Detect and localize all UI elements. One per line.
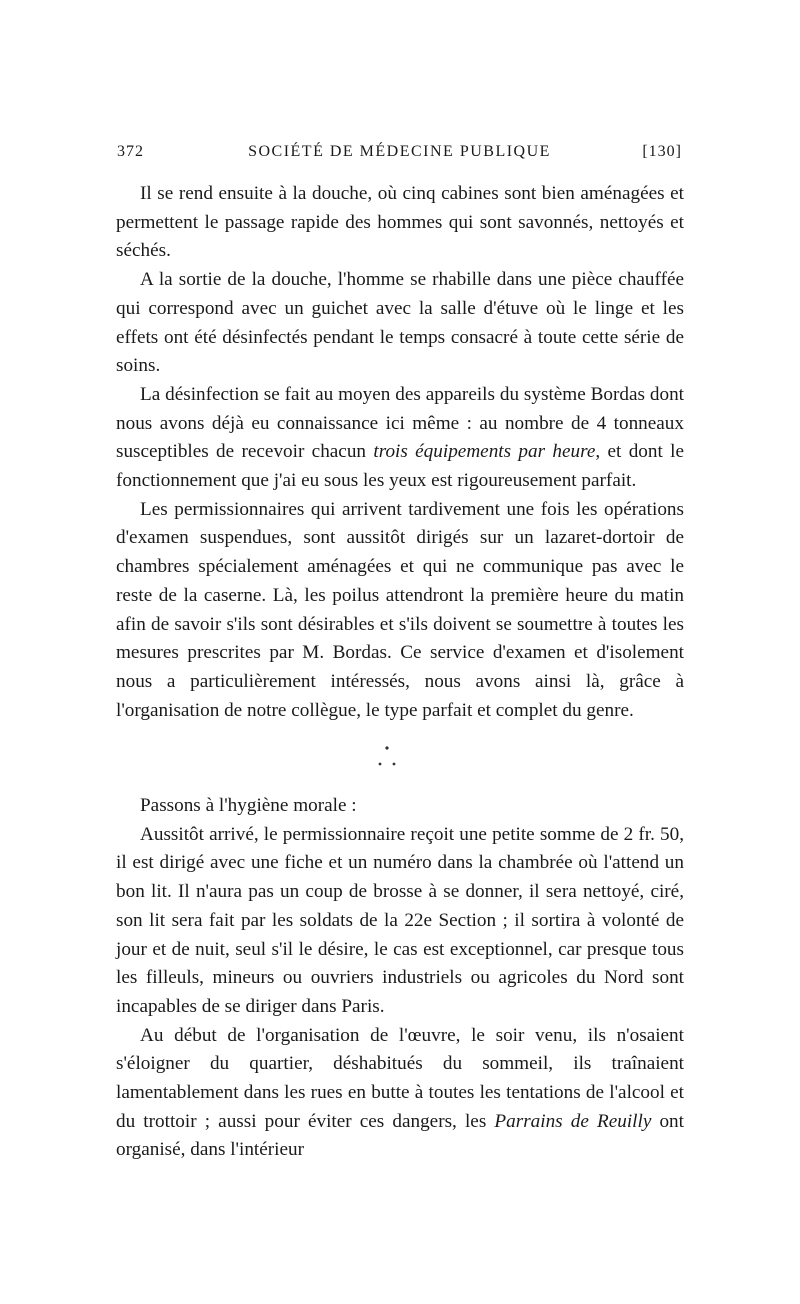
- paragraph-permissionnaires: Les permissionnaires qui arrivent tardivement une fois les opérations d'examen suspendues, sont aussitôt dirigés sur un lazaret-dortoir de chambres spécialement aménagées et qui ne communique pas avec le reste de la caserne. Là, les poilus attendront la première heure du matin afin de savoir s'ils sont désirables et s'ils doivent se soumettre à toutes les mesures prescrites par M. Bordas. Ce service d'examen et d'isolement nous a particulièrement intéressés, nous avons ainsi là, grâce à l'organisation de notre collègue, le type parfait et complet du genre.: [116, 498, 684, 721]
- paragraph-hygiene-morale: Passons à l'hygiène morale :: [140, 795, 357, 816]
- running-title: SOCIÉTÉ DE MÉDECINE PUBLIQUE: [248, 143, 551, 160]
- section-one: [116, 180, 684, 725]
- section-two: [116, 792, 684, 1165]
- paragraph-desinfection: La désinfection se fait au moyen des appareils du système Bordas dont nous avons déjà eu connaissance ici même : au nombre de 4 tonneaux susceptibles de recevoir chacun trois équipements par heure, et dont le fonctionnement que j'ai eu sous les yeux est rigoureusement parfait.: [116, 383, 684, 492]
- page-number: 372: [117, 143, 144, 160]
- page-header: [117, 143, 682, 167]
- page-reference: [130]: [642, 143, 682, 160]
- asterism-separator: [372, 744, 402, 774]
- italic-phrase: Parrains de Reuilly: [494, 1110, 652, 1132]
- paragraph-douche: Il se rend ensuite à la douche, où cinq cabines sont bien aménagées et permettent le passage rapide des hommes qui sont savonnés, nettoyés et séchés.: [116, 183, 684, 262]
- paragraph-sortie: A la sortie de la douche, l'homme se rhabille dans une pièce chauffée qui correspond avec un guichet avec la salle d'étuve où le linge et les effets ont été désinfectés pendant le temps consacré à toute cette série de soins.: [116, 269, 684, 377]
- italic-phrase: trois équipements par heure: [373, 441, 596, 463]
- paragraph-arrivee: Aussitôt arrivé, le permissionnaire reçoit une petite somme de 2 fr. 50, il est dirigé avec une fiche et un numéro dans la chambrée où l'attend un bon lit. Il n'aura pas un coup de brosse à se donner, il sera nettoyé, ciré, son lit sera fait par les soldats de la 22e Section ; il sortira à volonté de jour et de nuit, seul s'il le désire, le cas est exceptionnel, car presque tous les filleuls, mineurs ou ouvriers industriels ou agricoles du Nord sont incapables de se diriger dans Paris.: [116, 823, 684, 1017]
- paragraph-debut: Au début de l'organisation de l'œuvre, le soir venu, ils n'osaient s'éloigner du quartier, déshabitués du sommeil, ils traînaient lamentablement dans les rues en butte à toutes les tentations de l'alcool et du trottoir ; aussi pour éviter ces dangers, les Parrains de Reuilly ont organisé, dans l'intérieur: [116, 1024, 684, 1161]
